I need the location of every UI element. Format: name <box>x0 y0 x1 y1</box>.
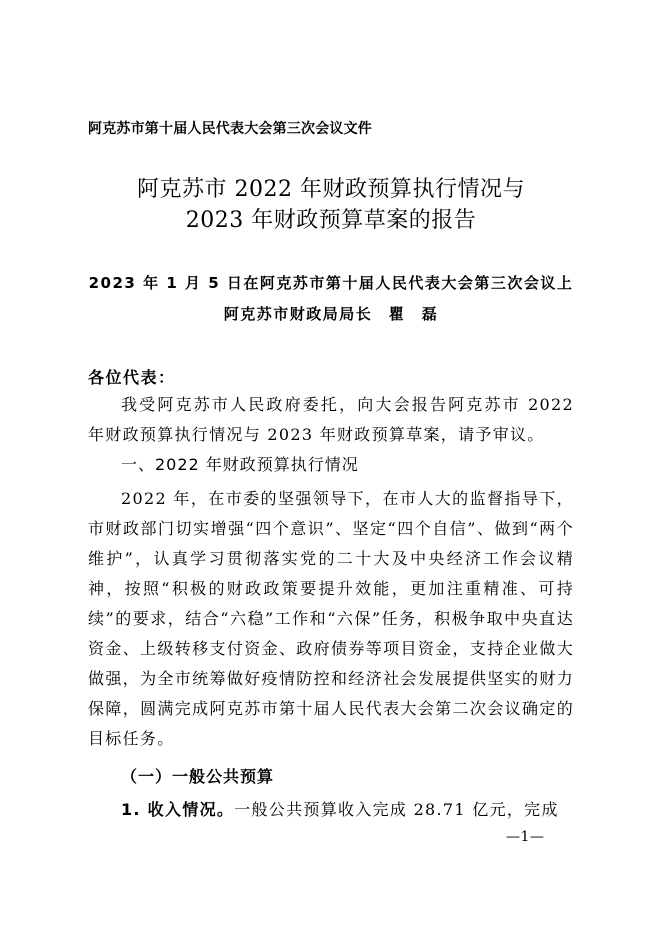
report-author: 阿克苏市财政局局长 瞿 磊 <box>223 305 439 323</box>
document-header: 阿克苏市第十届人民代表大会第三次会议文件 <box>88 121 372 137</box>
salutation: 各位代表： <box>88 368 176 387</box>
section-heading: 一、2022 年财政预算执行情况 <box>121 455 359 474</box>
intro-paragraph: 我受阿克苏市人民政府委托，向大会报告阿克苏市 2022 年财政预算执行情况与 2023 年财政预算草案，请予审议。 <box>88 395 574 444</box>
revenue-paragraph <box>121 795 581 825</box>
subsection-heading: （一）一般公共预算 <box>121 767 275 786</box>
revenue-lead: 1. 收入情况。 <box>121 800 235 819</box>
report-title-line1: 阿克苏市 2022 年财政预算执行情况与 <box>137 177 525 202</box>
report-meeting-info: 2023 年 1 月 5 日在阿克苏市第十届人民代表大会第三次会议上 <box>88 274 574 292</box>
revenue-text: 一般公共预算收入完成 28.71 亿元，完成 <box>234 800 559 819</box>
page-number: —1— <box>506 829 545 845</box>
section-paragraph: 2022 年，在市委的坚强领导下，在市人大的监督指导下，市财政部门切实增强“四个意识”、坚定“四个自信”、做到“两个维护”，认真学习贯彻落实党的二十大及中央经济工作会议精神，按照“积极的财政政策要提升效能，更加注重精准、可持续”的要求，结合“六稳”工作和“六保”任务，积极争取中央直达资金、上级转移支付资金、政府债券等项目资金，支持企业做大做强，为全市统筹做好疫情防控和经济社会发展提供坚实的财力保障，圆满完成阿克苏市第十届人民代表大会第二次会议确定的目标任务。 <box>88 489 574 748</box>
report-title-line2: 2023 年财政预算草案的报告 <box>185 208 477 233</box>
